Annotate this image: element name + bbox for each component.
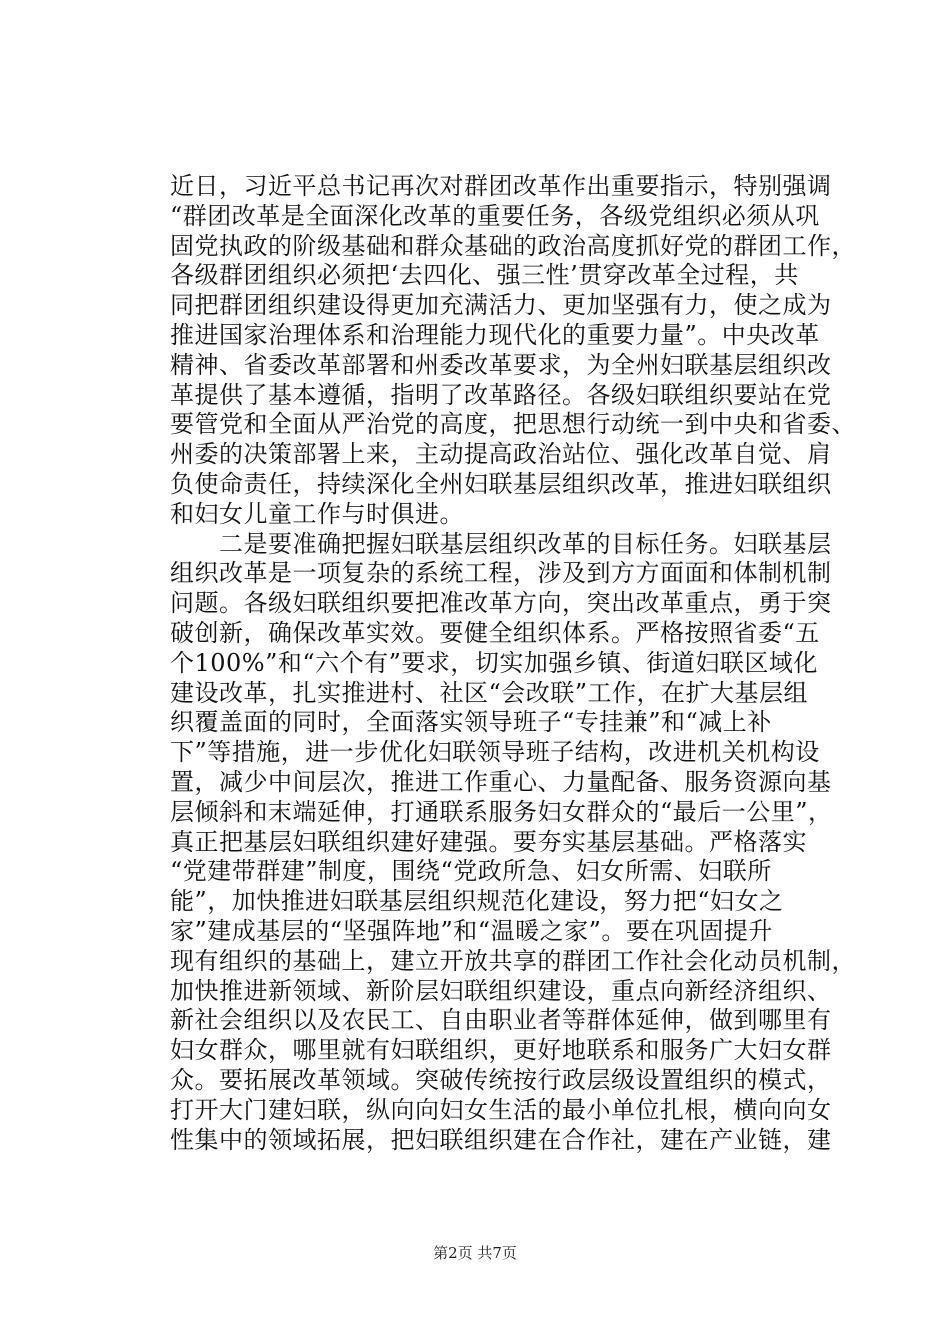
text-line: 加快推进新领域、新阶层妇联组织建设，重点向新经济组织、 (170, 976, 832, 1005)
body-text (170, 172, 856, 1155)
text-line: “党建带群建”制度，围绕“党政所急、妇女所需、妇联所 (170, 857, 772, 886)
text-line: 家”建成基层的“坚强阵地”和“温暖之家”。要在巩固提升 (170, 916, 773, 945)
text-line: 精神、省委改革部署和州委改革要求，为全州妇联基层组织改 (170, 350, 832, 379)
page-footer: 第2页 共7页 (433, 1244, 517, 1262)
text-line: 组织改革是一项复杂的系统工程，涉及到方方面面和体制机制 (170, 559, 832, 588)
text-line: 要管党和全面从严治党的高度，把思想行动统一到中央和省委、 (170, 410, 856, 439)
text-line: 层倾斜和末端延伸，打通联系服务妇女群众的“最后一公里”， (170, 797, 833, 826)
text-line: 革提供了基本遵循，指明了改革路径。各级妇联组织要站在党 (170, 380, 832, 409)
text-line: 建设改革，扎实推进村、社区“会改联”工作，在扩大基层组 (170, 678, 809, 707)
text-line: 固党执政的阶级基础和群众基础的政治高度抓好党的群团工作， (170, 231, 856, 260)
text-line: 新社会组织以及农民工、自由职业者等群体延伸，做到哪里有 (170, 1006, 832, 1035)
text-line: 妇女群众，哪里就有妇联组织，更好地联系和服务广大妇女群 (170, 1036, 832, 1065)
text-line: 打开大门建妇联，纵向向妇女生活的最小单位扎根，横向向女 (170, 1095, 832, 1124)
text-line: 性集中的领域拓展，把妇联组织建在合作社，建在产业链，建 (170, 1125, 832, 1154)
text-line: 推进国家治理体系和治理能力现代化的重要力量”。中央改革 (170, 320, 820, 349)
text-line: 各级群团组织必须把‘去四化、强三性’贯穿改革全过程，共 (170, 261, 799, 290)
text-line: 问题。各级妇联组织要把准改革方向，突出改革重点，勇于突 (170, 589, 832, 618)
text-line: 个100%”和“六个有”要求，切实加强乡镇、街道妇联区域化 (170, 648, 818, 677)
text-line: 二是要准确把握妇联基层组织改革的目标任务。妇联基层 (170, 529, 832, 558)
text-line: 负使命责任，持续深化全州妇联基层组织改革，推进妇联组织 (170, 469, 832, 498)
text-line: 同把群团组织建设得更加充满活力、更加坚强有力，使之成为 (170, 291, 832, 320)
text-line: 破创新，确保改革实效。要健全组织体系。严格按照省委“五 (170, 618, 820, 647)
text-line: 和妇女儿童工作与时俱进。 (170, 499, 464, 528)
text-line: “群团改革是全面深化改革的重要任务，各级党组织必须从巩 (170, 201, 820, 230)
text-line: 置，减少中间层次，推进工作重心、力量配备、服务资源向基 (170, 767, 832, 796)
text-line: 下”等措施，进一步优化妇联领导班子结构，改进机关机构设 (170, 738, 820, 767)
text-line: 近日，习近平总书记再次对群团改革作出重要指示，特别强调 (170, 172, 832, 200)
text-line: 众。要拓展改革领域。突破传统按行政层级设置组织的模式， (170, 1065, 832, 1094)
text-line: 现有组织的基础上，建立开放共享的群团工作社会化动员机制， (170, 946, 856, 975)
text-line: 织覆盖面的同时，全面落实领导班子“专挂兼”和“减上补 (170, 708, 772, 737)
text-line: 州委的决策部署上来，主动提高政治站位、强化改革自觉、肩 (170, 440, 832, 469)
text-line: 真正把基层妇联组织建好建强。要夯实基层基础。严格落实 (170, 827, 807, 856)
text-line: 能”，加快推进妇联基层组织规范化建设，努力把“妇女之 (170, 887, 784, 916)
